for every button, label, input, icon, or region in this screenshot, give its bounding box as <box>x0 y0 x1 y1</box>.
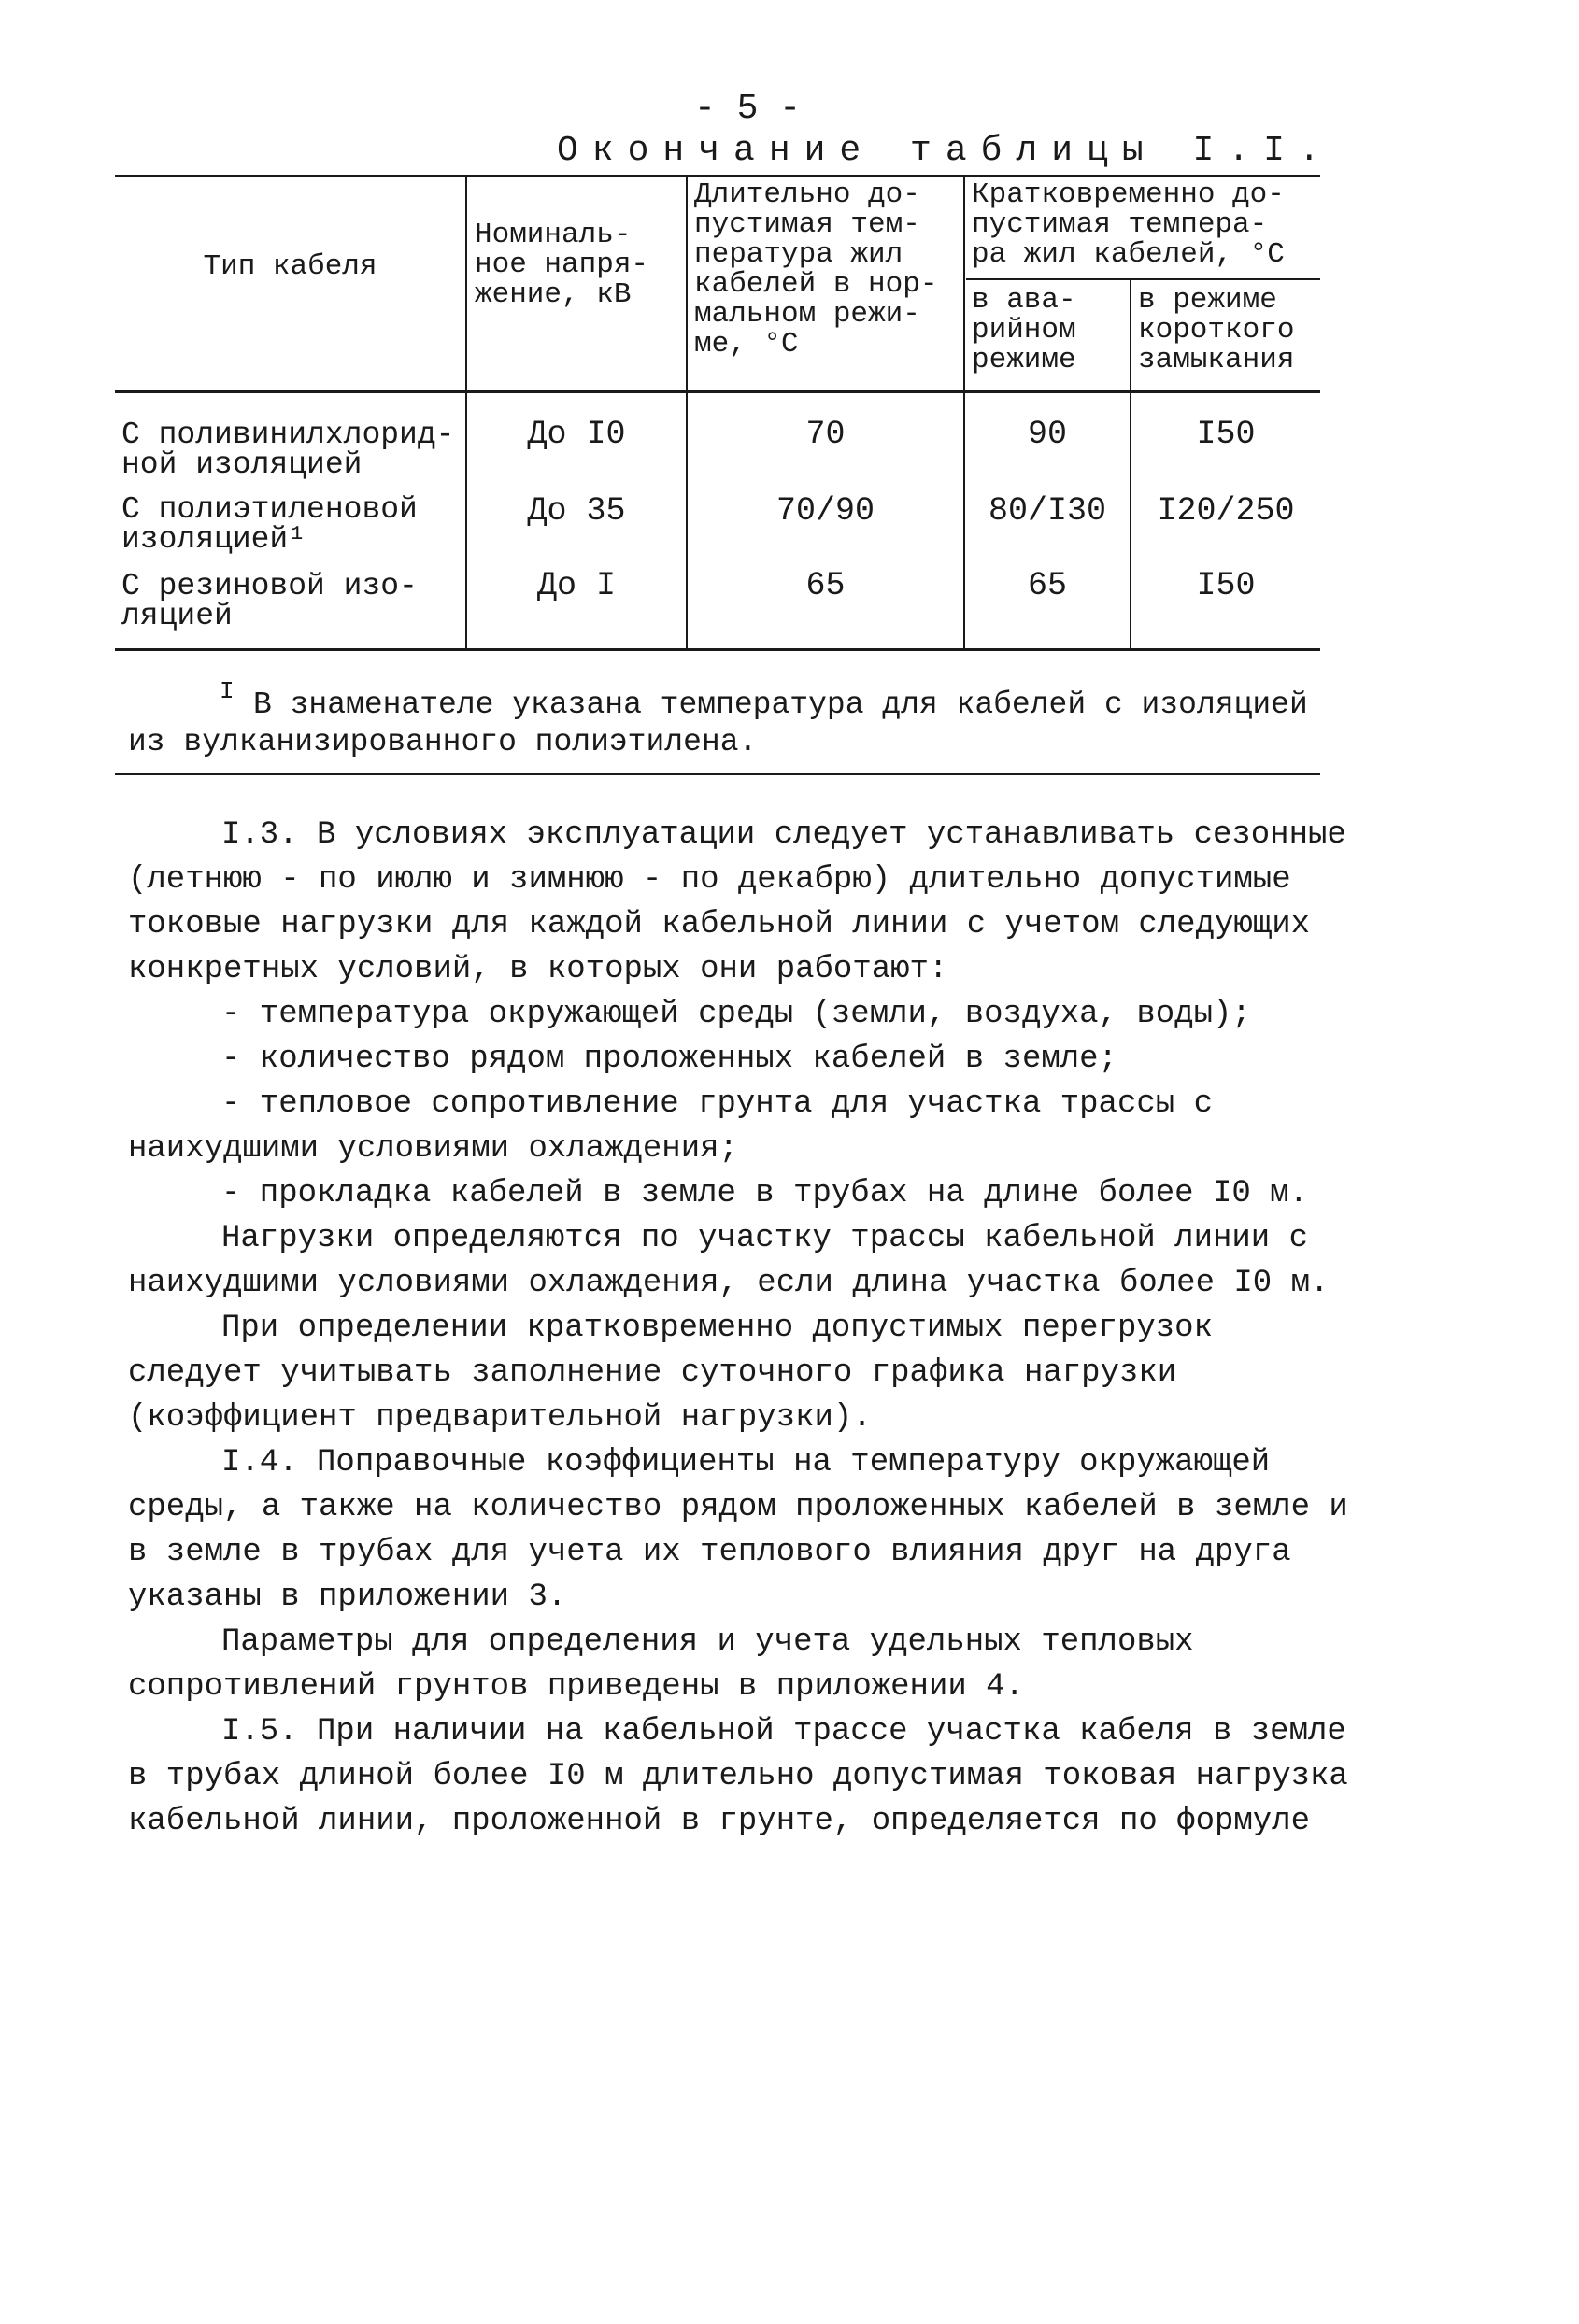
footnote-text <box>128 687 1333 761</box>
row2-emergency: 80/I30 <box>988 492 1107 530</box>
row3-emergency: 65 <box>1027 567 1067 604</box>
header-voltage: Номиналь- ное напря- жение, кВ <box>475 219 649 311</box>
row1-long-term: 70 <box>805 416 846 453</box>
paragraph-loads: Нагрузки определяются по участку трассы кабельной линии с наихудшими условиями охлаждения, если длина участка более I0 м. <box>128 1221 1330 1301</box>
table-top-rule <box>115 175 1320 177</box>
footnote-body: В знаменателе указана температура для кабелей с изоляцией из вулканизированного полиэтилена. <box>128 687 1308 759</box>
header-bottom-rule <box>115 390 1320 393</box>
footnote-mark: I <box>220 677 235 705</box>
header-short-term-temperature: Кратковременно до- пустимая темпера- ра жил кабелей, °С <box>972 178 1285 271</box>
paragraph-1-4: I.4. Поправочные коэффициенты на температуру окружающей среды, а также на количество рядом проложенных кабелей в земле и в земле в трубах для учета их теплового влияния друг на друга указаны в приложении 3. <box>128 1445 1348 1615</box>
paragraph-1-5: I.5. При наличии на кабельной трассе участка кабеля в земле в трубах длиной более I0 м длительно допустимая токовая нагрузка кабельной линии, проложенной в грунте, определяется по формуле <box>128 1714 1348 1839</box>
paragraph-1-3: I.3. В условиях эксплуатации следует устанавливать сезонные (летнюю - по июлю и зимнюю - по декабрю) длительно допустимые токовые нагрузки для каждой кабельной линии с учетом следующих конкретных условий, в которых они работают: <box>128 817 1346 987</box>
row1-emergency: 90 <box>1027 416 1067 453</box>
list-item-cable-count: - количество рядом проложенных кабелей в земле; <box>221 1042 1117 1077</box>
row1-cable-type: С поливинилхлорид- ной изоляцией <box>121 418 455 482</box>
list-item-thermal-resistance: - тепловое сопротивление грунта для участка трассы с наихудшими условиями охлаждения; <box>128 1086 1213 1167</box>
header-cable-type: Тип кабеля <box>203 250 377 283</box>
row1-voltage: До I0 <box>527 416 626 453</box>
row3-cable-type: С резиновой изо- ляцией <box>121 569 418 633</box>
paragraph-parameters: Параметры для определения и учета удельных тепловых сопротивлений грунтов приведены в приложении 4. <box>128 1624 1194 1705</box>
row3-short-circuit: I50 <box>1196 567 1256 604</box>
header-long-term-temperature: Длительно до- пустимая тем- пература жил кабелей в нор- мальном режи- ме, °С <box>694 178 938 361</box>
row2-long-term: 70/90 <box>775 492 875 530</box>
body-text <box>128 813 1352 1844</box>
subheader-rule <box>966 278 1320 280</box>
header-emergency-mode: в ава- рийном режиме <box>972 284 1076 376</box>
paragraph-overloads: При определении кратковременно допустимых перегрузок следует учитывать заполнение суточного графика нагрузки (коэффициент предварительной нагрузки). <box>128 1311 1213 1436</box>
row2-short-circuit: I20/250 <box>1157 492 1295 530</box>
header-short-circuit-mode: в режиме короткого замыкания <box>1138 284 1295 376</box>
list-item-pipes: - прокладка кабелей в земле в трубах на длине более I0 м. <box>221 1176 1308 1212</box>
row2-cable-type: С полиэтиленовой изоляцией¹ <box>121 492 418 557</box>
list-item-temperature: - температура окружающей среды (земли, воздуха, воды); <box>221 997 1251 1032</box>
row3-long-term: 65 <box>805 567 846 604</box>
footnote-rule <box>115 773 1320 775</box>
page-number: - 5 - <box>693 89 802 129</box>
row1-short-circuit: I50 <box>1196 416 1256 453</box>
row2-voltage: До 35 <box>527 492 626 530</box>
row3-voltage: До I <box>536 567 616 604</box>
table-caption: Окончание таблицы I.I. <box>557 131 1334 171</box>
table-bottom-rule <box>115 648 1320 651</box>
